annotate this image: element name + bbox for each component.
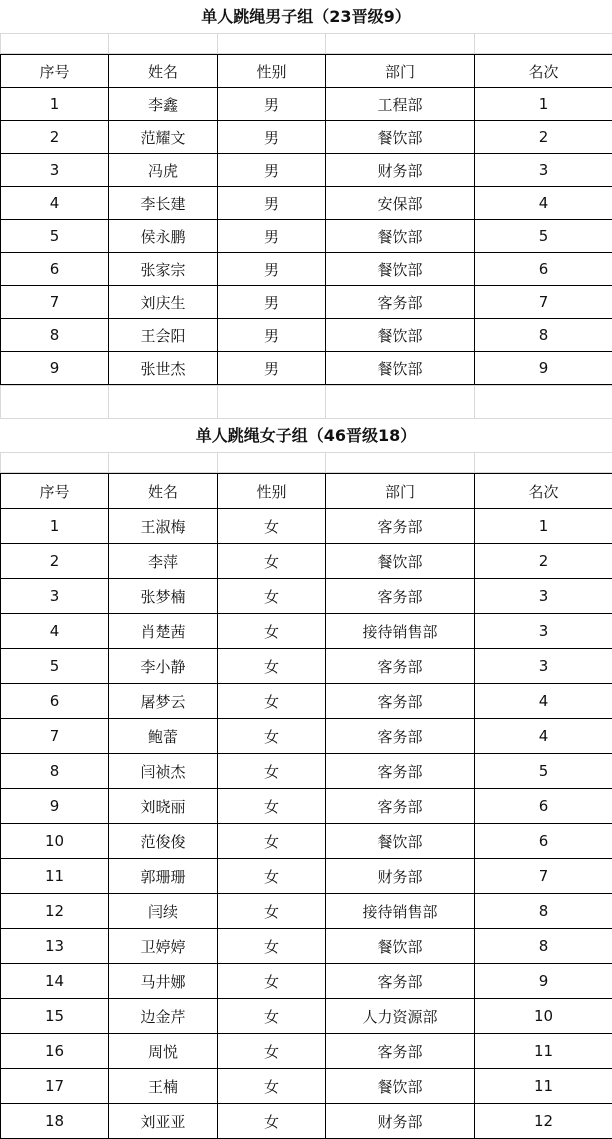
name-cell[interactable]: 闫祯杰 [109, 754, 218, 789]
index-cell[interactable]: 2 [1, 544, 109, 579]
gender-cell[interactable]: 女 [218, 1069, 326, 1104]
table-row [1, 352, 612, 385]
rank-cell[interactable]: 5 [475, 220, 612, 253]
name-cell[interactable]: 李长建 [109, 187, 218, 220]
rank-cell[interactable]: 4 [475, 684, 612, 719]
index-cell[interactable]: 12 [1, 894, 109, 929]
department-cell[interactable]: 客务部 [326, 649, 475, 684]
department-cell[interactable]: 客务部 [326, 579, 475, 614]
rank-cell[interactable]: 4 [475, 187, 612, 220]
department-cell[interactable]: 餐饮部 [326, 220, 475, 253]
index-cell[interactable]: 10 [1, 824, 109, 859]
department-cell[interactable]: 餐饮部 [326, 824, 475, 859]
department-cell[interactable]: 餐饮部 [326, 253, 475, 286]
department-cell[interactable]: 客务部 [326, 1034, 475, 1069]
rank-cell[interactable]: 8 [475, 929, 612, 964]
name-cell[interactable]: 王楠 [109, 1069, 218, 1104]
rank-cell[interactable]: 12 [475, 1104, 612, 1139]
table-row [1, 253, 612, 286]
header-row [1, 55, 612, 88]
rank-cell[interactable]: 11 [475, 1069, 612, 1104]
table-row [1, 579, 612, 614]
gender-cell[interactable]: 女 [218, 789, 326, 824]
gender-cell[interactable]: 女 [218, 859, 326, 894]
rank-cell[interactable]: 7 [475, 859, 612, 894]
gender-cell[interactable]: 男 [218, 319, 326, 352]
rank-cell[interactable]: 11 [475, 1034, 612, 1069]
rank-cell[interactable]: 5 [475, 754, 612, 789]
table-row [1, 824, 612, 859]
department-cell[interactable]: 安保部 [326, 187, 475, 220]
table-row [1, 187, 612, 220]
department-cell[interactable]: 财务部 [326, 154, 475, 187]
gender-cell[interactable]: 女 [218, 929, 326, 964]
name-cell[interactable]: 侯永鹏 [109, 220, 218, 253]
index-cell[interactable]: 2 [1, 121, 109, 154]
name-cell[interactable]: 肖楚茜 [109, 614, 218, 649]
gender-cell[interactable]: 女 [218, 964, 326, 999]
gender-cell[interactable]: 女 [218, 719, 326, 754]
name-cell[interactable]: 闫续 [109, 894, 218, 929]
gender-cell[interactable]: 女 [218, 509, 326, 544]
rank-cell[interactable]: 6 [475, 824, 612, 859]
gender-cell[interactable]: 女 [218, 894, 326, 929]
name-cell[interactable]: 边金芹 [109, 999, 218, 1034]
name-cell[interactable]: 范耀文 [109, 121, 218, 154]
department-cell[interactable]: 人力资源部 [326, 999, 475, 1034]
table-row [1, 649, 612, 684]
index-cell[interactable]: 8 [1, 319, 109, 352]
name-cell[interactable]: 张梦楠 [109, 579, 218, 614]
gender-cell[interactable]: 男 [218, 253, 326, 286]
name-cell[interactable]: 刘晓丽 [109, 789, 218, 824]
gender-cell[interactable]: 男 [218, 154, 326, 187]
table-row [1, 1069, 612, 1104]
department-cell[interactable]: 餐饮部 [326, 121, 475, 154]
index-cell[interactable]: 4 [1, 187, 109, 220]
department-cell[interactable]: 客务部 [326, 684, 475, 719]
name-cell[interactable]: 屠梦云 [109, 684, 218, 719]
gender-cell[interactable]: 男 [218, 121, 326, 154]
rank-cell[interactable]: 4 [475, 719, 612, 754]
rank-cell[interactable]: 9 [475, 352, 612, 385]
department-cell[interactable]: 餐饮部 [326, 1069, 475, 1104]
index-cell[interactable]: 3 [1, 154, 109, 187]
table-row [1, 719, 612, 754]
index-cell[interactable]: 1 [1, 509, 109, 544]
index-cell[interactable]: 7 [1, 719, 109, 754]
table-row [1, 614, 612, 649]
index-cell[interactable]: 6 [1, 684, 109, 719]
index-cell[interactable]: 7 [1, 286, 109, 319]
name-cell[interactable]: 范俊俊 [109, 824, 218, 859]
table-row [1, 684, 612, 719]
index-cell[interactable]: 5 [1, 649, 109, 684]
index-cell[interactable]: 8 [1, 754, 109, 789]
index-cell[interactable]: 13 [1, 929, 109, 964]
department-cell[interactable]: 客务部 [326, 509, 475, 544]
men-results-table [0, 54, 612, 385]
rank-cell[interactable]: 3 [475, 579, 612, 614]
name-cell[interactable]: 王会阳 [109, 319, 218, 352]
index-cell[interactable]: 16 [1, 1034, 109, 1069]
gender-cell[interactable]: 男 [218, 88, 326, 121]
name-cell[interactable]: 周悦 [109, 1034, 218, 1069]
department-cell[interactable]: 财务部 [326, 859, 475, 894]
table-row [1, 121, 612, 154]
table-row [1, 319, 612, 352]
name-cell[interactable]: 鲍蕾 [109, 719, 218, 754]
table-row [1, 859, 612, 894]
name-cell[interactable]: 刘亚亚 [109, 1104, 218, 1139]
gender-cell[interactable]: 男 [218, 187, 326, 220]
index-cell[interactable]: 4 [1, 614, 109, 649]
index-cell[interactable]: 17 [1, 1069, 109, 1104]
index-cell[interactable]: 9 [1, 352, 109, 385]
rank-cell[interactable]: 1 [475, 88, 612, 121]
name-cell[interactable]: 李萍 [109, 544, 218, 579]
women-results-table [0, 473, 612, 1139]
department-cell[interactable]: 工程部 [326, 88, 475, 121]
rank-cell[interactable]: 1 [475, 509, 612, 544]
table-row [1, 1104, 612, 1139]
rank-cell[interactable]: 3 [475, 614, 612, 649]
gap-grid [0, 385, 612, 419]
column-header[interactable]: 名次 [475, 55, 612, 88]
name-cell[interactable]: 李小静 [109, 649, 218, 684]
men-section-title: 单人跳绳男子组（23晋级9） [0, 0, 612, 33]
rank-cell[interactable]: 7 [475, 286, 612, 319]
column-header[interactable]: 序号 [1, 474, 109, 509]
table-row [1, 154, 612, 187]
column-header[interactable]: 名次 [475, 474, 612, 509]
gender-cell[interactable]: 女 [218, 544, 326, 579]
table-row [1, 88, 612, 121]
women-section-title: 单人跳绳女子组（46晋级18） [0, 419, 612, 452]
department-cell[interactable]: 客务部 [326, 789, 475, 824]
index-cell[interactable]: 6 [1, 253, 109, 286]
table-row [1, 789, 612, 824]
index-cell[interactable]: 1 [1, 88, 109, 121]
index-cell[interactable]: 18 [1, 1104, 109, 1139]
rank-cell[interactable]: 6 [475, 253, 612, 286]
rank-cell[interactable]: 10 [475, 999, 612, 1034]
table-row [1, 894, 612, 929]
table-row [1, 286, 612, 319]
department-cell[interactable]: 餐饮部 [326, 544, 475, 579]
men-spacer-grid [0, 33, 612, 54]
index-cell[interactable]: 3 [1, 579, 109, 614]
name-cell[interactable]: 王淑梅 [109, 509, 218, 544]
department-cell[interactable]: 餐饮部 [326, 929, 475, 964]
column-header[interactable]: 姓名 [109, 55, 218, 88]
rank-cell[interactable]: 3 [475, 649, 612, 684]
department-cell[interactable]: 餐饮部 [326, 319, 475, 352]
department-cell[interactable]: 客务部 [326, 754, 475, 789]
rank-cell[interactable]: 8 [475, 894, 612, 929]
department-cell[interactable]: 财务部 [326, 1104, 475, 1139]
column-header[interactable]: 性别 [218, 55, 326, 88]
gender-cell[interactable]: 男 [218, 220, 326, 253]
index-cell[interactable]: 14 [1, 964, 109, 999]
table-row [1, 544, 612, 579]
gender-cell[interactable]: 女 [218, 1104, 326, 1139]
department-cell[interactable]: 接待销售部 [326, 894, 475, 929]
rank-cell[interactable]: 2 [475, 121, 612, 154]
rank-cell[interactable]: 3 [475, 154, 612, 187]
column-header[interactable]: 性别 [218, 474, 326, 509]
column-header[interactable]: 序号 [1, 55, 109, 88]
name-cell[interactable]: 张世杰 [109, 352, 218, 385]
index-cell[interactable]: 5 [1, 220, 109, 253]
gender-cell[interactable]: 男 [218, 286, 326, 319]
index-cell[interactable]: 9 [1, 789, 109, 824]
gender-cell[interactable]: 女 [218, 614, 326, 649]
gender-cell[interactable]: 女 [218, 1034, 326, 1069]
column-header[interactable]: 姓名 [109, 474, 218, 509]
rank-cell[interactable]: 6 [475, 789, 612, 824]
name-cell[interactable]: 马井娜 [109, 964, 218, 999]
table-row [1, 754, 612, 789]
name-cell[interactable]: 张家宗 [109, 253, 218, 286]
table-row [1, 929, 612, 964]
column-header[interactable]: 部门 [326, 55, 475, 88]
gender-cell[interactable]: 女 [218, 824, 326, 859]
name-cell[interactable]: 李鑫 [109, 88, 218, 121]
table-row [1, 999, 612, 1034]
department-cell[interactable]: 客务部 [326, 719, 475, 754]
column-header[interactable]: 部门 [326, 474, 475, 509]
table-row [1, 1034, 612, 1069]
department-cell[interactable]: 客务部 [326, 286, 475, 319]
header-row [1, 474, 612, 509]
name-cell[interactable]: 冯虎 [109, 154, 218, 187]
index-cell[interactable]: 15 [1, 999, 109, 1034]
name-cell[interactable]: 卫婷婷 [109, 929, 218, 964]
gender-cell[interactable]: 女 [218, 649, 326, 684]
department-cell[interactable]: 客务部 [326, 964, 475, 999]
gender-cell[interactable]: 女 [218, 999, 326, 1034]
rank-cell[interactable]: 9 [475, 964, 612, 999]
name-cell[interactable]: 郭珊珊 [109, 859, 218, 894]
department-cell[interactable]: 接待销售部 [326, 614, 475, 649]
rank-cell[interactable]: 2 [475, 544, 612, 579]
name-cell[interactable]: 刘庆生 [109, 286, 218, 319]
table-row [1, 509, 612, 544]
table-row [1, 964, 612, 999]
gender-cell[interactable]: 男 [218, 352, 326, 385]
gender-cell[interactable]: 女 [218, 754, 326, 789]
table-row [1, 220, 612, 253]
department-cell[interactable]: 餐饮部 [326, 352, 475, 385]
women-spacer-grid [0, 452, 612, 473]
rank-cell[interactable]: 8 [475, 319, 612, 352]
gender-cell[interactable]: 女 [218, 579, 326, 614]
gender-cell[interactable]: 女 [218, 684, 326, 719]
index-cell[interactable]: 11 [1, 859, 109, 894]
